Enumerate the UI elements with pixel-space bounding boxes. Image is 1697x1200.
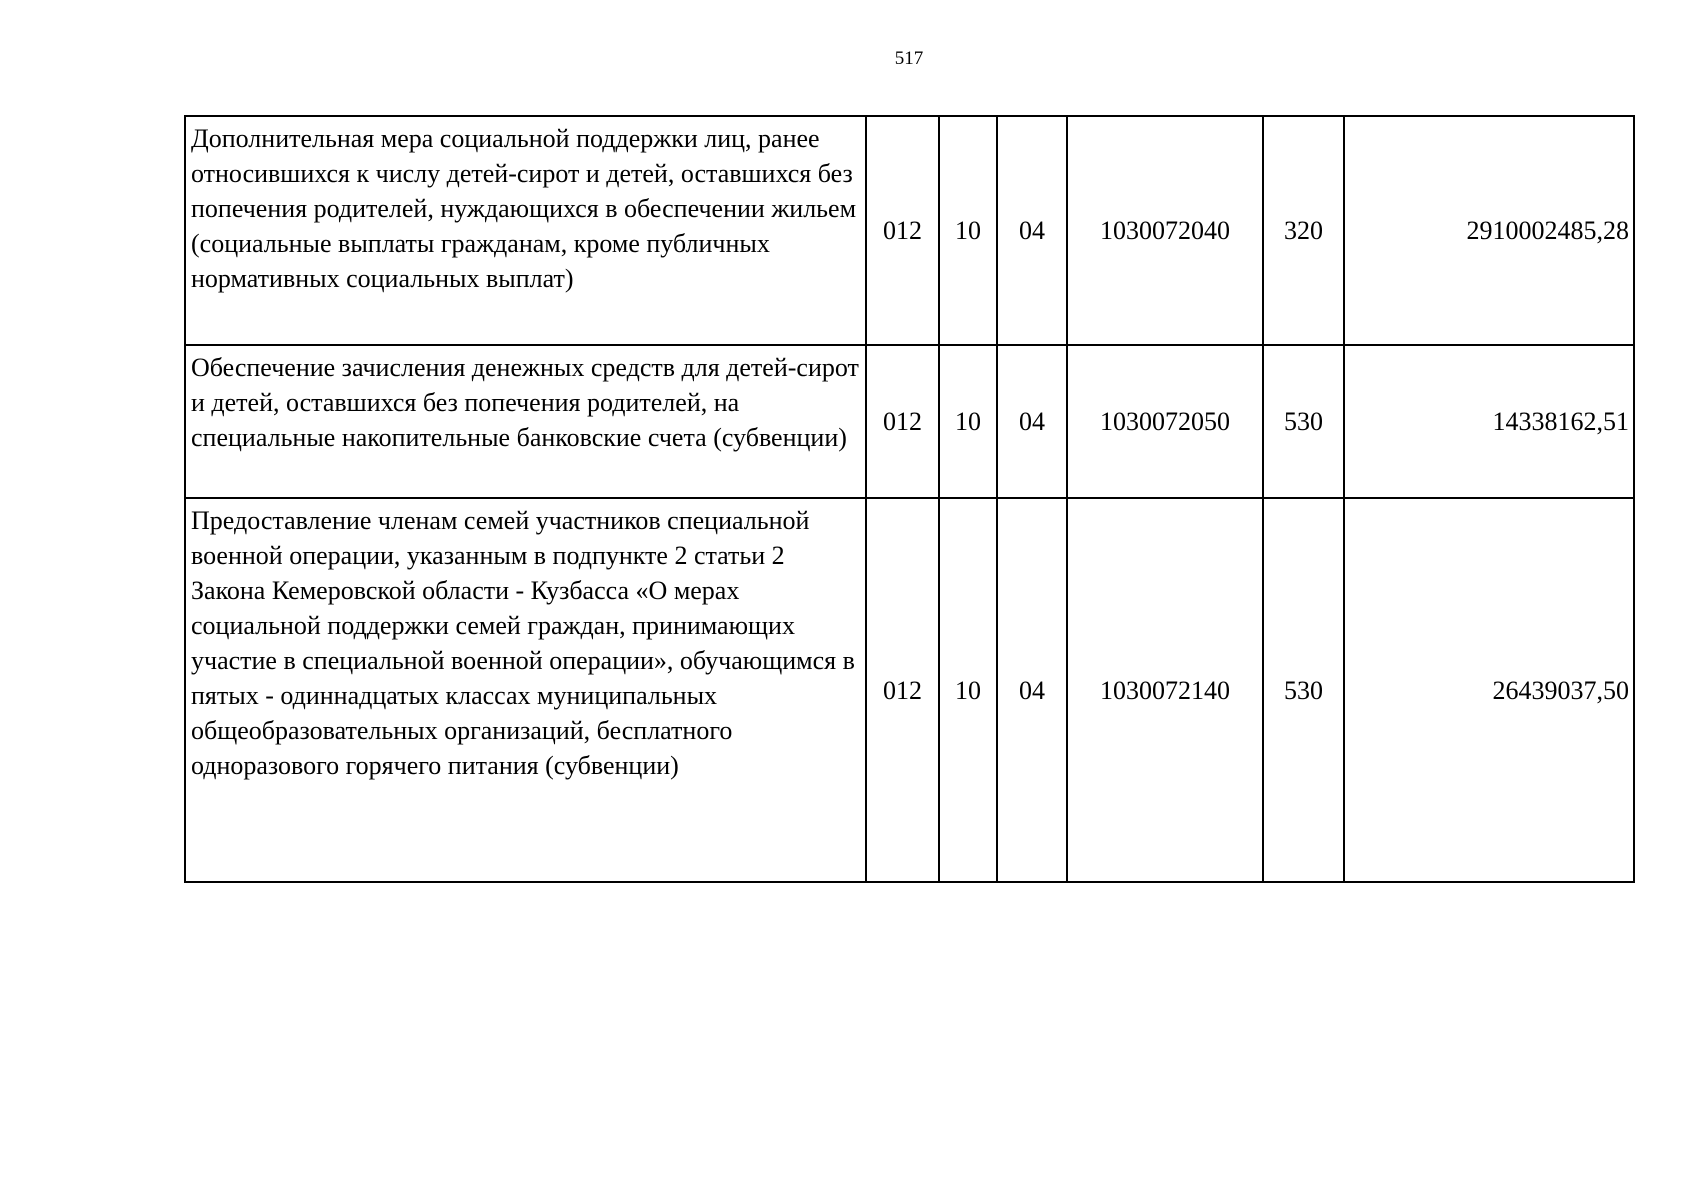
amount-cell: 14338162,51 [1344,345,1634,498]
ministry-code-cell: 012 [866,345,939,498]
section-code-cell: 10 [939,116,997,345]
ministry-code-cell: 012 [866,116,939,345]
expense-name-cell: Дополнительная мера социальной поддержки лиц, ранее относившихся к числу детей-сирот и детей, оставшихся без попечения родителей, нуждающихся в обеспечении жильем (социальные выплаты гражданам, кроме публичных нормативных социальных выплат) [185,116,866,345]
expense-type-cell: 530 [1263,345,1344,498]
ministry-code-cell: 012 [866,498,939,882]
table-row [185,498,1634,882]
table-row [185,345,1634,498]
amount-cell: 2910002485,28 [1344,116,1634,345]
budget-table [184,115,1635,883]
section-code-cell: 10 [939,498,997,882]
table-row [185,116,1634,345]
target-article-cell: 1030072140 [1067,498,1263,882]
expense-type-cell: 320 [1263,116,1344,345]
target-article-cell: 1030072040 [1067,116,1263,345]
section-code-cell: 10 [939,345,997,498]
target-article-cell: 1030072050 [1067,345,1263,498]
subsection-code-cell: 04 [997,345,1067,498]
subsection-code-cell: 04 [997,498,1067,882]
subsection-code-cell: 04 [997,116,1067,345]
amount-cell: 26439037,50 [1344,498,1634,882]
expense-name-cell: Обеспечение зачисления денежных средств для детей-сирот и детей, оставшихся без попечения родителей, на специальные накопительные банковские счета (субвенции) [185,345,866,498]
page-number: 517 [894,48,924,69]
expense-name-cell: Предоставление членам семей участников специальной военной операции, указанным в подпункте 2 статьи 2 Закона Кемеровской области - Кузбасса «О мерах социальной поддержки семей граждан, принимающих участие в специальной военной операции», обучающимся в пятых - одиннадцатых классах муниципальных общеобразовательных организаций, бесплатного одноразового горячего питания (субвенции) [185,498,866,882]
expense-type-cell: 530 [1263,498,1344,882]
